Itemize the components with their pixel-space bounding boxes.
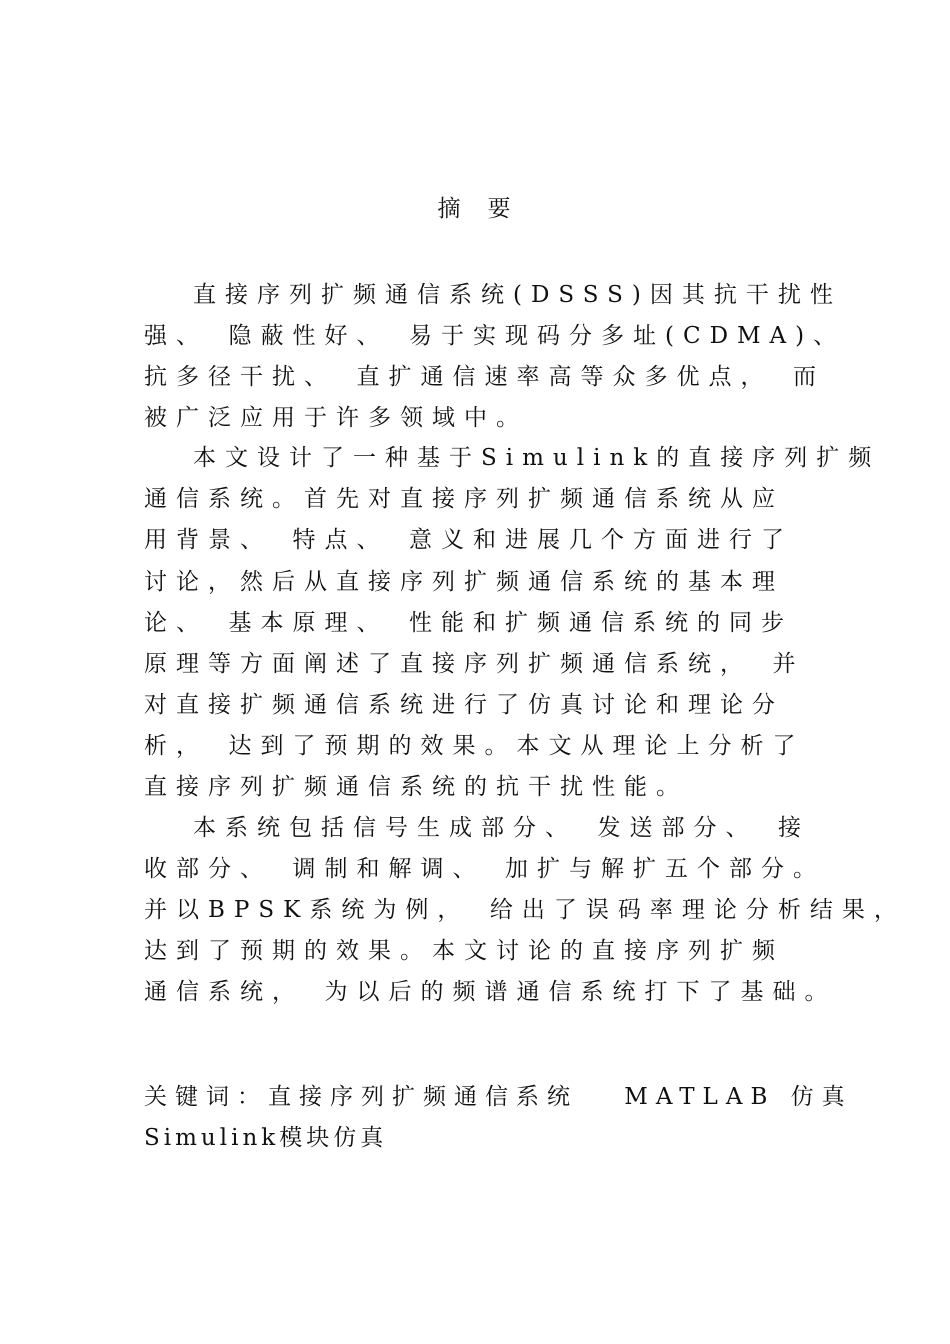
keywords-line: 关键词：直接序列扩频通信系统 MATLAB 仿真 xyxy=(144,1084,853,1110)
abstract-line: 论、 基本原理、 性能和扩频通信系统的同步 xyxy=(144,610,793,636)
abstract-line: 本系统包括信号生成部分、 发送部分、 接 xyxy=(193,815,810,841)
abstract-line: 达到了预期的效果。本文讨论的直接序列扩频 xyxy=(144,938,784,964)
abstract-line: 直接序列扩频通信系统的抗干扰性能。 xyxy=(144,774,688,800)
abstract-line: 被广泛应用于许多领域中。 xyxy=(144,405,528,431)
abstract-line: 析， 达到了预期的效果。本文从理论上分析了 xyxy=(144,733,805,759)
abstract-line: 本文设计了一种基于Simulink的直接序列扩频 xyxy=(193,445,881,471)
abstract-line: 对直接扩频通信系统进行了仿真讨论和理论分 xyxy=(144,692,784,718)
abstract-title: 摘 要 xyxy=(437,196,513,222)
abstract-line: 强、 隐蔽性好、 易于实现码分多址(CDMA)、 xyxy=(144,323,846,349)
abstract-line: 通信系统， 为以后的频谱通信系统打下了基础。 xyxy=(144,979,837,1005)
abstract-line: 收部分、 调制和解调、 加扩与解扩五个部分。 xyxy=(144,856,825,882)
abstract-line: 并以BPSK系统为例， 给出了误码率理论分析结果， xyxy=(144,897,906,923)
keywords-line: Simulink模块仿真 xyxy=(144,1125,388,1151)
abstract-line: 原理等方面阐述了直接序列扩频通信系统， 并 xyxy=(144,651,805,677)
abstract-line: 通信系统。首先对直接序列扩频通信系统从应 xyxy=(144,486,784,512)
abstract-line: 直接序列扩频通信系统(DSSS)因其抗干扰性 xyxy=(193,282,842,308)
abstract-line: 抗多径干扰、 直扩通信速率高等众多优点， 而 xyxy=(144,364,825,390)
abstract-line: 讨论，然后从直接序列扩频通信系统的基本理 xyxy=(144,569,784,595)
abstract-line: 用背景、 特点、 意义和进展几个方面进行了 xyxy=(144,527,793,553)
